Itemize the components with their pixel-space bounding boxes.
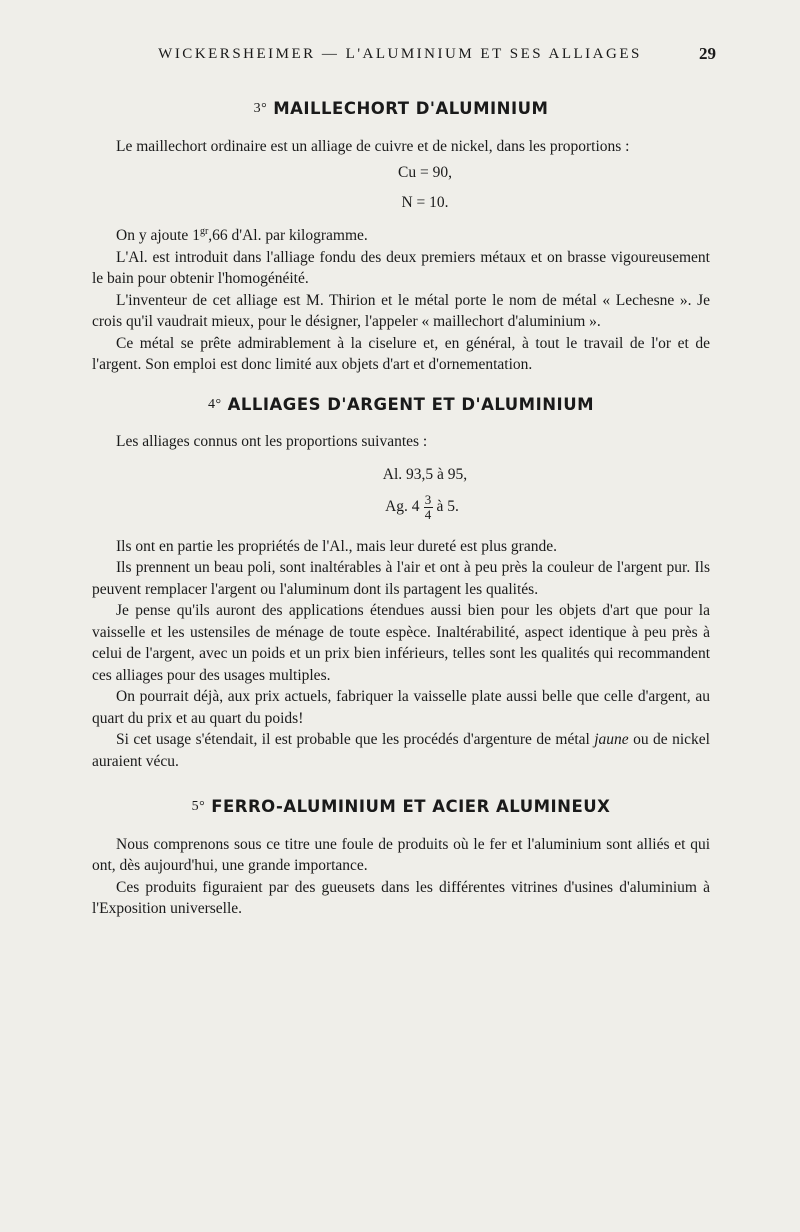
paragraph: Les alliages connus ont les proportions suivantes : (116, 433, 428, 451)
page-number: 29 (699, 44, 716, 63)
formula-line: N = 10. (401, 194, 449, 211)
text-run: ,66 d'Al. par kilogramme. (208, 227, 368, 245)
fraction (424, 493, 433, 522)
text-run: Si cet usage s'étendait, il est probable que les procédés d'argenture de métal (116, 731, 595, 749)
paragraph: Ils prennent un beau poli, sont inaltérables à l'air et ont à peu près la couleur de l'argent pur. Ils peuvent remplacer l'argent ou l'aluminum dont ils partagent les qualités. (92, 559, 710, 598)
paragraph: Ces produits figuraient par des gueusets dans les différentes vitrines d'usines d'aluminium à l'Exposition universelle. (92, 878, 710, 918)
fraction-denominator: 4 (424, 506, 432, 522)
section-title: FERRO-ALUMINIUM ET ACIER ALUMINEUX (211, 797, 611, 817)
page-body (92, 92, 710, 920)
section-heading-ferro-aluminium (92, 796, 710, 818)
italic-word: jaune (594, 731, 629, 749)
paragraph: L'Al. est introduit dans l'alliage fondu des deux premiers métaux et on brasse vigoureusement le bain pour obtenir l'homogénéité. (92, 248, 710, 288)
formula-line: Cu = 90, (398, 164, 452, 181)
formula-suffix: à 5. (436, 498, 459, 516)
paragraph (92, 221, 710, 247)
paragraph (92, 729, 710, 772)
section-title: ALLIAGES D'ARGENT ET D'ALUMINIUM (227, 394, 595, 414)
formula-line: Al. 93,5 à 95, (382, 465, 468, 483)
running-head: WICKERSHEIMER — L'ALUMINIUM ET SES ALLIAGES (158, 46, 642, 62)
paragraph: Nous comprenons sous ce titre une foule de produits où le fer et l'aluminium sont alliés et qui ont, dès aujourd'hui, une grande importance. (92, 835, 710, 875)
paragraph: Ce métal se prête admirablement à la ciselure et, en général, à tout le travail de l'or et de l'argent. Son emploi est donc limité aux objets d'art et d'ornementation. (92, 334, 710, 374)
formula-line-fraction (134, 493, 710, 522)
section-heading-maillechort (92, 98, 710, 120)
formula-prefix: Ag. 4 (385, 498, 420, 516)
paragraph: Je pense qu'ils auront des applications étendues aussi bien pour les objets d'art que pour la vaisselle et les ustensiles de ménage de toute espèce. Inaltérabilité, aspect identique à peu près à celui de l'argent, avec un poids et un prix bien inférieurs, telles sont les qualités qui recommandent ces alliages pour des usages multiples. (92, 602, 710, 684)
fraction-numerator: 3 (424, 491, 432, 507)
section-title: MAILLECHORT D'ALUMINIUM (273, 99, 549, 118)
superscript: gr (199, 226, 209, 237)
section-number: 3° (253, 101, 268, 116)
spacer (92, 376, 710, 388)
section-number: 4° (207, 396, 222, 412)
paragraph: On pourrait déjà, aux prix actuels, fabriquer la vaisselle plate aussi belle que celle d'argent, au quart du prix et au quart du poids! (92, 688, 710, 727)
paragraph: Ils ont en partie les propriétés de l'Al., mais leur dureté est plus grande. (116, 537, 557, 555)
paragraph: Le maillechort ordinaire est un alliage de cuivre et de nickel, dans les proportions : (116, 137, 630, 155)
text-run: On y ajoute 1 (116, 227, 200, 245)
paragraph: L'inventeur de cet alliage est M. Thirion et le métal porte le nom de métal « Lechesne ». Je crois qu'il vaudrait mieux, pour le désigner, l'appeler « maillechort d'aluminium ». (92, 291, 710, 331)
spacer (92, 772, 710, 790)
text-run: ou de nickel auraient vécu. (92, 731, 710, 770)
section-number: 5° (191, 799, 206, 815)
section-heading-alliages-argent (92, 394, 710, 416)
